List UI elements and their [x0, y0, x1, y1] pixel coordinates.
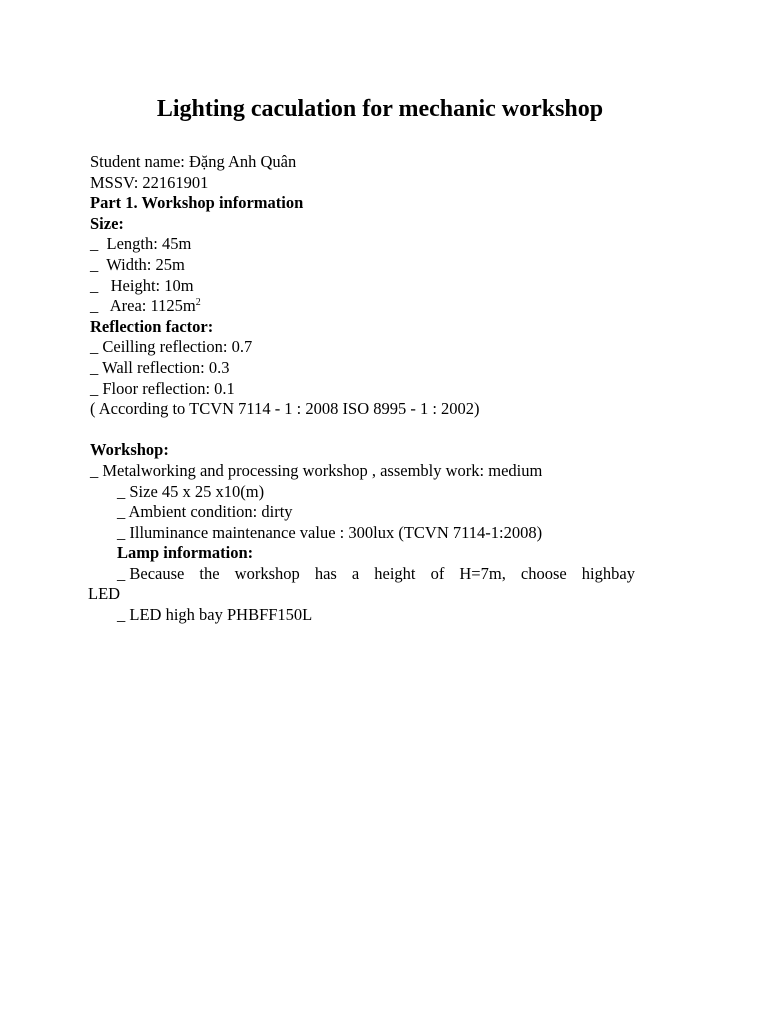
word: a [351, 563, 360, 583]
workshop-illuminance: _ Illuminance maintenance value : 300lux (TCVN 7114-1:2008) [117, 522, 543, 542]
size-area-text: _ Area: 1125m [90, 296, 196, 316]
size-width: _ Width: 25m [90, 254, 185, 274]
reflection-floor: _ Floor reflection: 0.1 [90, 378, 235, 398]
document-title: Lighting caculation for mechanic workshop [156, 96, 604, 122]
word: _ Because [117, 563, 185, 583]
size-area-superscript: 2 [195, 297, 201, 309]
reflection-ceiling: _ Ceilling reflection: 0.7 [90, 337, 253, 357]
student-id: MSSV: 22161901 [90, 172, 209, 192]
workshop-size: _ Size 45 x 25 x10(m) [117, 481, 265, 501]
word: has [314, 563, 337, 583]
lamp-because-tail: LED [88, 584, 121, 604]
lamp-heading: Lamp information: [117, 543, 254, 563]
lamp-model: _ LED high bay PHBFF150L [117, 605, 313, 625]
size-height: _ Height: 10m [90, 275, 194, 295]
workshop-ambient: _ Ambient condition: dirty [117, 502, 293, 522]
reflection-heading: Reflection factor: [90, 316, 214, 336]
word: of [430, 563, 445, 583]
size-heading: Size: [90, 213, 124, 233]
student-name: Student name: Đặng Anh Quân [90, 152, 297, 171]
word: workshop [234, 563, 300, 583]
word: highbay [581, 563, 635, 583]
word: choose [520, 563, 567, 583]
lamp-because-paragraph [88, 564, 650, 605]
workshop-description: _ Metalworking and processing workshop , assembly work: medium [90, 460, 543, 480]
lamp-because-line [88, 564, 635, 585]
reflection-wall: _ Wall reflection: 0.3 [90, 357, 230, 377]
word: H=7m, [459, 563, 506, 583]
word: height [374, 563, 416, 583]
blank-line [90, 420, 650, 441]
part1-heading: Part 1. Workshop information [90, 193, 304, 213]
size-area [90, 296, 650, 317]
size-length: _ Length: 45m [90, 234, 192, 254]
word: the [199, 563, 220, 583]
workshop-heading: Workshop: [90, 440, 169, 460]
standard-note: ( According to TCVN 7114 - 1 : 2008 ISO 8995 - 1 : 2002) [90, 399, 480, 419]
document-body [90, 152, 650, 626]
